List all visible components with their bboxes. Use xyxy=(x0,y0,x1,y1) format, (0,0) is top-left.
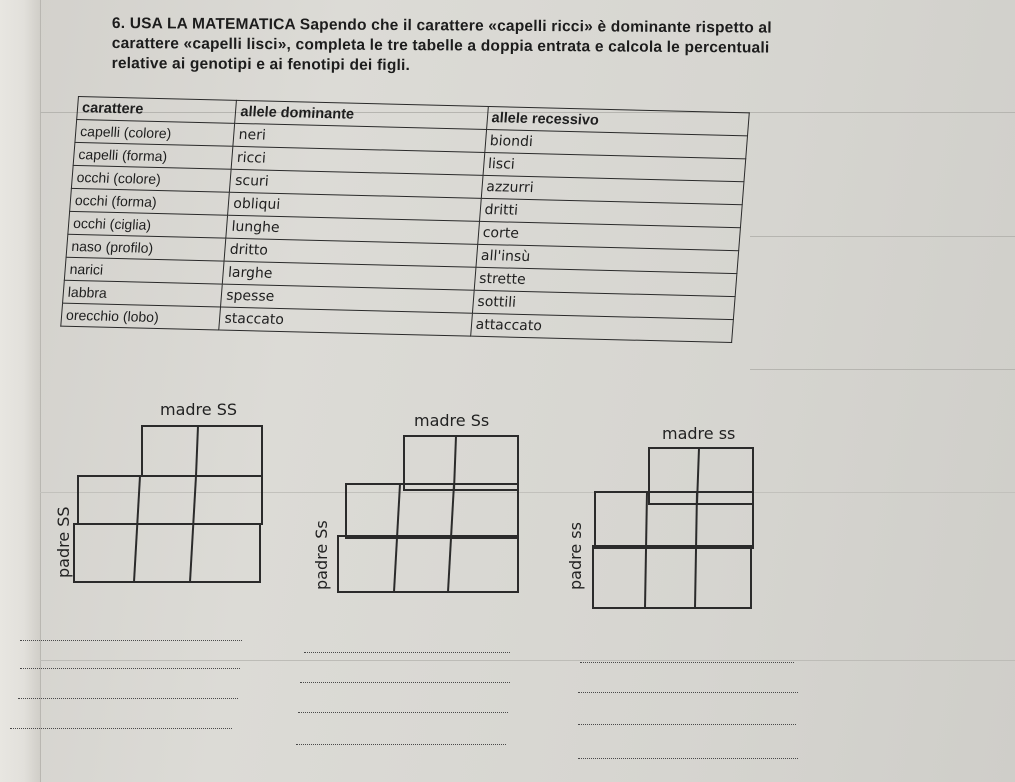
dominant-allele-cell: obliqui xyxy=(228,192,481,221)
ruled-line xyxy=(750,236,1015,237)
recessive-allele-cell: azzurri xyxy=(481,175,744,204)
mother-label-3: madre ss xyxy=(662,424,736,443)
dominant-allele-cell: dritto xyxy=(224,238,477,267)
father-label-2: padre Ss xyxy=(312,520,331,590)
trait-cell: labbra xyxy=(63,280,223,307)
trait-cell: capelli (colore) xyxy=(75,119,235,146)
punnett-row-2 xyxy=(338,536,518,592)
punnett-divider xyxy=(190,476,196,582)
recessive-allele-cell: lisci xyxy=(483,152,746,181)
answer-line[interactable] xyxy=(18,698,238,699)
answer-line[interactable] xyxy=(10,728,232,729)
trait-cell: narici xyxy=(64,257,224,284)
answer-line[interactable] xyxy=(578,692,798,693)
punnett-header-row xyxy=(142,426,262,476)
answer-line[interactable] xyxy=(580,662,794,663)
exercise-line-1: 6. USA LA MATEMATICA Sapendo che il carattere «capelli ricci» è dominante rispetto al xyxy=(111,14,772,37)
header-trait: carattere xyxy=(77,97,237,124)
trait-cell: orecchio (lobo) xyxy=(61,303,221,330)
answer-line[interactable] xyxy=(578,724,796,725)
punnett-row-1 xyxy=(78,476,262,524)
recessive-allele-cell: attaccato xyxy=(470,313,733,342)
dominant-allele-cell: ricci xyxy=(232,146,485,175)
ruled-line xyxy=(40,660,1015,661)
punnett-row-2 xyxy=(593,546,751,608)
recessive-allele-cell: all'insù xyxy=(476,244,739,273)
punnett-header-row xyxy=(404,436,518,490)
punnett-row-1 xyxy=(346,484,518,538)
answer-line[interactable] xyxy=(304,652,510,653)
punnett-square-2 xyxy=(330,428,530,600)
answer-line[interactable] xyxy=(296,744,506,745)
trait-cell: occhi (forma) xyxy=(70,188,230,215)
punnett-divider xyxy=(454,436,456,490)
recessive-allele-cell: biondi xyxy=(484,129,747,158)
header-dominant: allele dominante xyxy=(235,100,488,129)
punnett-header-row xyxy=(649,448,753,504)
ruled-line xyxy=(750,369,1015,370)
dominant-allele-cell: neri xyxy=(233,123,486,152)
father-label-1: padre SS xyxy=(54,506,73,578)
dominant-allele-cell: spesse xyxy=(221,284,474,313)
recessive-allele-cell: sottili xyxy=(472,290,735,319)
trait-cell: capelli (forma) xyxy=(73,142,233,169)
punnett-square-1 xyxy=(70,418,270,588)
mother-label-1: madre SS xyxy=(160,400,238,419)
exercise-line-3: relative ai genotipi e ai fenotipi dei figli. xyxy=(111,54,411,75)
punnett-divider xyxy=(695,492,697,608)
father-label-3: padre ss xyxy=(566,522,585,590)
answer-line[interactable] xyxy=(298,712,508,713)
trait-cell: occhi (colore) xyxy=(71,165,231,192)
punnett-divider xyxy=(645,492,647,608)
recessive-allele-cell: strette xyxy=(474,267,737,296)
answer-line[interactable] xyxy=(578,758,798,759)
header-recessive: allele recessivo xyxy=(486,107,749,136)
answer-line[interactable] xyxy=(300,682,510,683)
answer-line[interactable] xyxy=(20,668,240,669)
dominant-allele-cell: scuri xyxy=(230,169,483,198)
traits-table xyxy=(60,96,750,343)
exercise-instructions xyxy=(112,14,992,80)
exercise-line-2: carattere «capelli lisci», completa le tre tabelle a doppia entrata e calcola le percentuali xyxy=(111,34,770,57)
dominant-allele-cell: larghe xyxy=(223,261,476,290)
answer-line[interactable] xyxy=(20,640,242,641)
recessive-allele-cell: dritti xyxy=(479,198,742,227)
punnett-row-2 xyxy=(74,524,260,582)
page-edge xyxy=(0,0,41,782)
trait-cell: naso (profilo) xyxy=(66,234,226,261)
recessive-allele-cell: corte xyxy=(477,221,740,250)
punnett-square-3 xyxy=(585,440,760,616)
dominant-allele-cell: lunghe xyxy=(226,215,479,244)
punnett-divider xyxy=(134,476,140,582)
trait-cell: occhi (ciglia) xyxy=(68,211,228,238)
mother-label-2: madre Ss xyxy=(414,411,490,430)
punnett-divider xyxy=(196,426,198,476)
dominant-allele-cell: staccato xyxy=(219,307,472,336)
punnett-row-1 xyxy=(595,492,753,548)
